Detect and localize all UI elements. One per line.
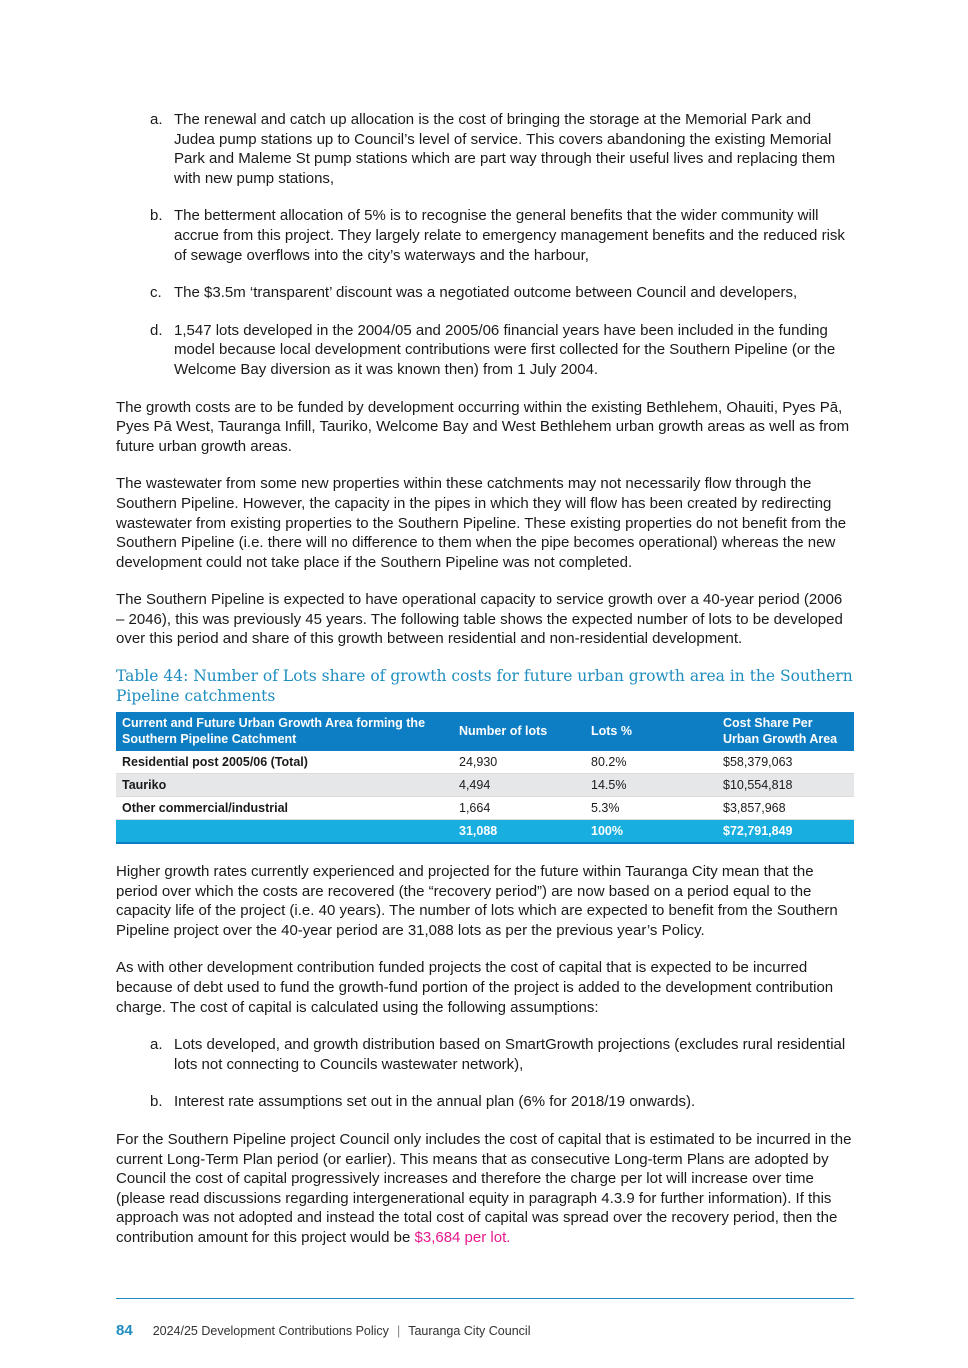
list-item [116, 283, 854, 303]
table-row [116, 751, 854, 774]
list-item [116, 206, 854, 265]
footer-divider [116, 1298, 854, 1299]
paragraph: As with other development contribution funded projects the cost of capital that is expected to be incurred because of debt used to fund the growth-fund portion of the project is added to the development contribution charge. The cost of capital is calculated using the following assumptions: [116, 959, 834, 1016]
list-item-text: Interest rate assumptions set out in the annual plan (6% for 2018/19 onwards). [174, 1093, 696, 1111]
table-header-row [116, 712, 854, 751]
highlighted-amount: $3,684 per lot. [414, 1228, 511, 1246]
table-cell: $10,554,818 [717, 774, 854, 797]
page-number: 84 [116, 1322, 133, 1339]
column-header: Cost Share Per Urban Growth Area [717, 712, 854, 751]
table-cell: $3,857,968 [717, 797, 854, 820]
list-item-text: The betterment allocation of 5% is to recognise the general benefits that the wider community will accrue from this project. They largely relate to emergency management benefits and the reduced risk of sewage overflows into the city’s waterways and the harbour, [174, 207, 845, 264]
table-cell: 24,930 [453, 751, 585, 774]
table-row [116, 797, 854, 820]
table-cell: 5.3% [585, 797, 717, 820]
list-item-text: The renewal and catch up allocation is the cost of bringing the storage at the Memorial Park and Judea pump stations up to Council’s level of service. This covers abandoning the existing Memorial Park and Maleme St pump stations which are part way through their useful lives and replacing them with new pump stations, [174, 111, 836, 187]
table-cell [116, 820, 453, 844]
paragraph: The wastewater from some new properties within these catchments may not necessarily flow through the Southern Pipeline. However, the capacity in the pipes in which they will flow has been created by redirecting wastewater from existing properties to the Southern Pipeline. These existing properties do not benefit from the Southern Pipeline (i.e. there will no difference to them when the pipe becomes operational) whereas the new development could not take place if the Southern Pipeline was not completed. [116, 475, 847, 571]
table-cell: 1,664 [453, 797, 585, 820]
table-cell: 4,494 [453, 774, 585, 797]
footer-separator: | [396, 1324, 401, 1338]
list-marker: d. [150, 321, 163, 339]
table-total-row [116, 820, 854, 844]
total-lots: 31,088 [453, 820, 585, 844]
list-item-text: 1,547 lots developed in the 2004/05 and 2005/06 financial years have been included in the funding model because local development contributions were first collected for the Southern Pipeline (or the Welcome Bay diversion as it was known then) from 1 July 2004. [174, 321, 836, 378]
allocation-list [116, 110, 854, 380]
assumptions-list [116, 1035, 854, 1112]
list-item [116, 1035, 854, 1074]
table-cell: Tauriko [116, 774, 453, 797]
column-header: Lots % [585, 712, 717, 751]
list-item-text: Lots developed, and growth distribution based on SmartGrowth projections (excludes rural residential lots not connecting to Councils wastewater network), [174, 1036, 846, 1073]
list-item [116, 321, 854, 380]
list-item [116, 110, 854, 188]
table-cell: 14.5% [585, 774, 717, 797]
paragraph-text: For the Southern Pipeline project Council only includes the cost of capital that is estimated to be incurred in the current Long-Term Plan period (or earlier). This means that as consecutive Long-term Plans are adopted by Council the cost of capital progressively increases and therefore the charge per lot will increase over time (please read discussions regarding intergenerational equity in paragraph 4.3.9 for further information). If this approach was not adopted and instead the total cost of capital was spread over the recovery period, then the contribution amount for this project would be [116, 1131, 852, 1246]
list-marker: b. [150, 207, 163, 225]
lots-share-table [116, 712, 854, 844]
paragraph: The growth costs are to be funded by development occurring within the existing Bethlehem, Ohauiti, Pyes Pā, Pyes Pā West, Tauranga Infill, Tauriko, Welcome Bay and West Bethlehem urban growth areas as well as from future urban growth areas. [116, 398, 850, 455]
list-marker: a. [150, 111, 163, 128]
document-body [116, 110, 854, 1248]
total-percent: 100% [585, 820, 717, 844]
paragraph: The Southern Pipeline is expected to have operational capacity to service growth over a 40-year period (2006 – 2046), this was previously 45 years. The following table shows the expected number of lots to be developed over this period and share of this growth between residential and non-residential development. [116, 591, 843, 648]
list-item-text: The $3.5m ‘transparent’ discount was a negotiated outcome between Council and developers, [174, 284, 798, 302]
list-marker: c. [150, 284, 162, 302]
table-cell: 80.2% [585, 751, 717, 774]
table-cell: Residential post 2005/06 (Total) [116, 751, 453, 774]
list-marker: b. [150, 1093, 163, 1111]
paragraph: Higher growth rates currently experienced and projected for the future within Tauranga City mean that the period over which the costs are recovered (the “recovery period”) are now based on a period equal to the capacity life of the project (i.e. 40 years). The number of lots which are expected to benefit from the Southern Pipeline project over the 40-year period are 31,088 lots as per the previous year’s Policy. [116, 863, 838, 939]
page-footer [116, 1322, 530, 1339]
total-cost: $72,791,849 [717, 820, 854, 844]
paragraph [116, 1130, 854, 1248]
list-item [116, 1092, 854, 1112]
table-cell: Other commercial/industrial [116, 797, 453, 820]
column-header: Number of lots [453, 712, 585, 751]
footer-org: Tauranga City Council [408, 1324, 531, 1338]
column-header: Current and Future Urban Growth Area forming the Southern Pipeline Catchment [116, 712, 453, 751]
footer-doc-title: 2024/25 Development Contributions Policy [152, 1324, 389, 1338]
table-caption: Table 44: Number of Lots share of growth costs for future urban growth area in the Southern Pipeline catchments [116, 667, 853, 706]
table-row [116, 774, 854, 797]
list-marker: a. [150, 1036, 163, 1054]
table-cell: $58,379,063 [717, 751, 854, 774]
